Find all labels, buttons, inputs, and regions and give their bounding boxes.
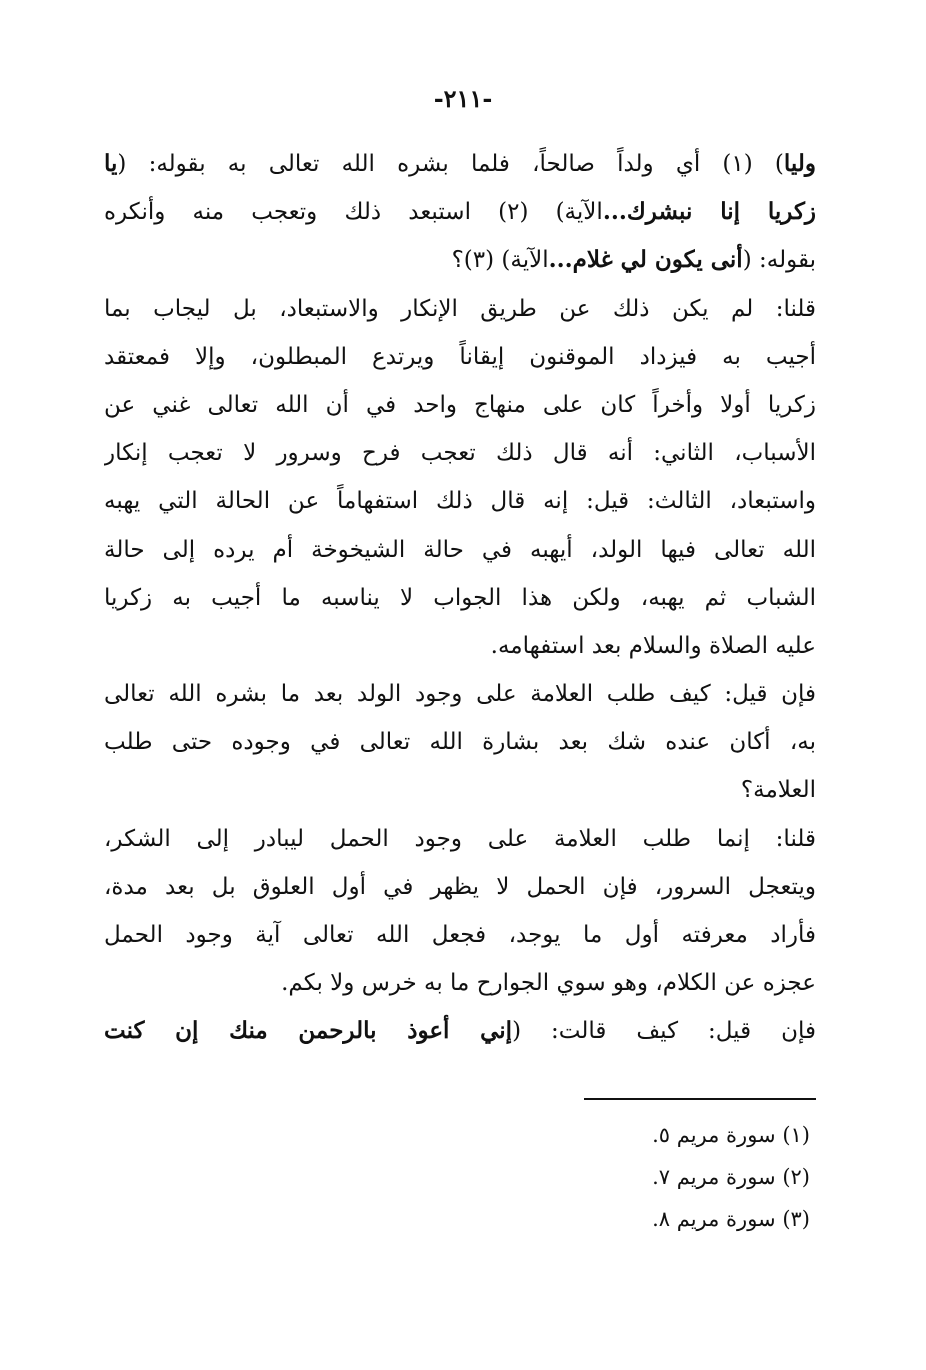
footnote-2: (٢) سورة مريم ٧.: [652, 1165, 810, 1189]
bold-quote-text: وليا: [783, 150, 816, 177]
footnote-1: (١) سورة مريم ٥.: [652, 1123, 810, 1147]
line-text: ويتعجل السرور، فإن الحمل لا يظهر في أول العلوق بل بعد مدة،: [104, 873, 816, 900]
line-text: ) (١) أي ولداً صالحاً، فلما بشره الله تعالى به بقوله: (: [117, 151, 784, 177]
text-line: [104, 670, 816, 718]
line-text: عجزه عن الكلام، وهو سوي الجوارح ما به خرس ولا بكم.: [281, 970, 816, 997]
bold-quote-text: إني أعوذ بالرحمن منك إن كنت: [104, 1017, 513, 1045]
line-text: قلنا: إنما طلب العلامة على وجود الحمل ليبادر إلى الشكر،: [104, 825, 816, 852]
text-line: [104, 574, 816, 622]
bold-quote-text: أنى يكون لي غلام...: [548, 246, 743, 274]
line-text: بقوله: (: [742, 247, 816, 274]
footnotes: [560, 1114, 810, 1240]
line-text: زكريا أولا وأخراً كان على منهاج واحد في أن الله تعالى غني عن: [104, 391, 816, 418]
line-text: واستبعاد، الثالث: قيل: إنه قال ذلك استفهاماً عن الحالة التي يهبه: [104, 488, 816, 515]
text-line: [104, 236, 816, 284]
line-text: فأراد معرفته أول ما يوجد، فجعل الله تعالى آية وجود الحمل: [104, 922, 816, 948]
text-line: [104, 477, 816, 525]
text-line: [104, 911, 816, 959]
text-line: [104, 766, 816, 814]
line-text: الآية) (٣)؟: [451, 247, 549, 274]
text-line: [104, 429, 816, 477]
text-line: [104, 188, 816, 236]
line-text: فإن قيل: كيف طلب العلامة على وجود الولد بعد ما بشره الله تعالى: [104, 681, 816, 708]
line-text: العلامة؟: [740, 777, 816, 804]
footnote-separator: [584, 1098, 816, 1100]
line-text: الأسباب، الثاني: أنه قال ذلك تعجب فرح وسرور لا تعجب إنكار: [104, 440, 816, 467]
page-number: -٢١١-: [433, 84, 493, 113]
text-line: [104, 959, 816, 1007]
footnote-3: (٣) سورة مريم ٨.: [652, 1207, 810, 1231]
text-line: [104, 381, 816, 429]
line-text: فإن قيل: كيف قالت: (: [512, 1018, 816, 1045]
bold-quote-text: يا: [104, 150, 118, 177]
line-text: الشباب ثم يهبه، ولكن هذا الجواب لا يناسبه ما أجيب به زكريا: [104, 584, 816, 611]
text-line: [104, 285, 816, 333]
line-text: الآية) (٢) استبعد ذلك وتعجب منه وأنكره: [104, 199, 603, 226]
text-line: [104, 815, 816, 863]
body-text: [104, 140, 816, 1056]
line-text: عليه الصلاة والسلام بعد استفهامه.: [490, 632, 816, 659]
text-line: [104, 333, 816, 381]
line-text: الله تعالى فيها الولد، أيهبه في حالة الشيخوخة أم يرده إلى حالة: [104, 536, 816, 563]
text-line: [104, 863, 816, 911]
line-text: أجيب به فيزداد الموقنون إيقاناً ويرتدع المبطلون، وإلا فمعتقد: [104, 343, 816, 370]
text-line: [104, 1007, 816, 1055]
line-text: قلنا: لم يكن ذلك عن طريق الإنكار والاستبعاد، بل ليجاب بما: [104, 295, 816, 322]
text-line: [104, 140, 816, 188]
text-line: [104, 718, 816, 766]
line-text: به، أكان عنده شك بعد بشارة الله تعالى في وجوده حتى طلب: [104, 729, 816, 756]
bold-quote-text: زكريا إنا نبشرك...: [602, 198, 816, 226]
text-line: [104, 526, 816, 574]
text-line: [104, 622, 816, 670]
